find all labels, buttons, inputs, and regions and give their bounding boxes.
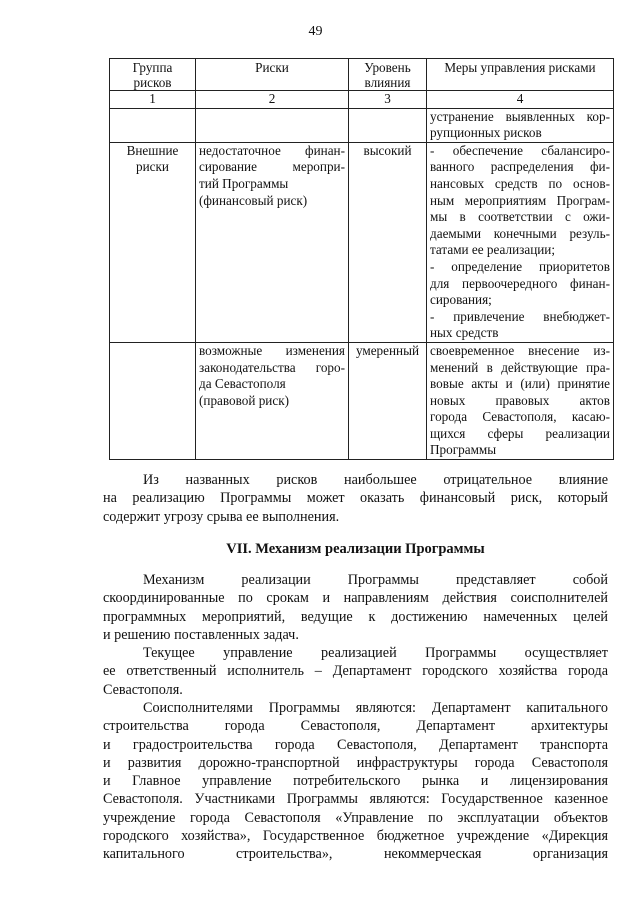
table-header-row bbox=[110, 59, 614, 91]
text-line: строительства города Севастополя, Департамент архитектуры bbox=[103, 718, 608, 735]
text-line: Из названных рисков наибольшее отрицательное влияние bbox=[143, 472, 608, 488]
measure-line: города Севастополя, касаю- bbox=[430, 409, 610, 425]
text-line: и градостроительства города Севастополя, Департамент транспорта bbox=[103, 736, 608, 753]
table-row bbox=[110, 108, 614, 142]
risk-line: (правовой риск) bbox=[199, 392, 290, 408]
paragraph-co-executors bbox=[103, 699, 608, 864]
text-line: Соисполнителями Программы являются: Департамент капитального bbox=[143, 700, 608, 716]
measure-line: своевременное внесение из- bbox=[430, 342, 610, 358]
measure-line: ванного распределения фи- bbox=[430, 159, 610, 175]
text-line: скоординированные по срокам и направлениям действия соисполнителей bbox=[103, 590, 608, 607]
risk-group-cell: Внешние риски bbox=[110, 142, 196, 342]
text-line: Механизм реализации Программы представляет собой bbox=[143, 572, 608, 588]
measures-cell bbox=[427, 108, 614, 142]
table-row bbox=[110, 142, 614, 342]
risk-cell bbox=[196, 142, 349, 342]
text-line: содержит угрозу срыва ее выполнения. bbox=[103, 508, 340, 525]
risk-line: (финансовый риск) bbox=[199, 192, 308, 208]
paragraph-mechanism bbox=[103, 571, 608, 644]
measure-line: нансовых средств по основ- bbox=[430, 175, 610, 191]
column-number: 1 bbox=[110, 91, 196, 109]
risk-line: да Севастополя bbox=[199, 376, 286, 392]
column-number: 4 bbox=[427, 91, 614, 109]
measure-line: - привлечение внебюджет- bbox=[430, 308, 610, 324]
measure-line: щихся сферы реализации bbox=[430, 425, 610, 441]
risk-line: сирование меропри- bbox=[199, 159, 345, 175]
impact-level-cell bbox=[349, 108, 427, 142]
measure-line: ным мероприятиям Програм- bbox=[430, 192, 610, 208]
risk-table bbox=[109, 58, 614, 460]
risk-line: возможные изменения bbox=[199, 342, 345, 358]
paragraph-conclusion bbox=[103, 471, 608, 526]
measure-line: сирования; bbox=[430, 292, 492, 308]
text-line: Севастополя. Участниками Программы являются: Государственное казенное bbox=[103, 791, 608, 808]
text-line: и Главное управление потребительского рынка и лицензирования bbox=[103, 773, 608, 790]
text-line: и развития дорожно-транспортной инфраструктуры города Севастополя bbox=[103, 754, 608, 771]
risk-line: законодательства горо- bbox=[199, 359, 345, 375]
measure-line: новых правовых актов bbox=[430, 392, 610, 408]
measure-line: татами ее реализации; bbox=[430, 242, 556, 258]
text-line: Севастополя. bbox=[103, 681, 183, 698]
risk-cell bbox=[196, 108, 349, 142]
measures-cell bbox=[427, 142, 614, 342]
text-line: и решению поставленных задач. bbox=[103, 626, 299, 643]
risk-cell bbox=[196, 342, 349, 459]
column-number: 3 bbox=[349, 91, 427, 109]
table-row bbox=[110, 342, 614, 459]
paragraph-management bbox=[103, 644, 608, 699]
measure-line: мы в соответствии с ожи- bbox=[430, 209, 610, 225]
measure-line: - обеспечение сбалансиро- bbox=[430, 142, 610, 158]
measures-cell bbox=[427, 342, 614, 459]
column-number: 2 bbox=[196, 91, 349, 109]
measure-line: Программы bbox=[430, 442, 497, 458]
page-number: 49 bbox=[308, 24, 323, 39]
text-line: капитального строительства», некоммерческая организация bbox=[103, 846, 608, 863]
column-number-row bbox=[110, 91, 614, 109]
measure-line: менений в действующие пра- bbox=[430, 359, 610, 375]
measure-line: даемыми конечными резуль- bbox=[430, 225, 610, 241]
text-line: на реализацию Программы может оказать финансовый риск, который bbox=[103, 490, 608, 507]
risk-line: тий Программы bbox=[199, 175, 289, 191]
section-heading: VII. Механизм реализации Программы bbox=[226, 541, 485, 557]
header-impact-level: Уровень влияния bbox=[349, 59, 427, 91]
measure-line: ных средств bbox=[430, 325, 499, 341]
measure-line: рупционных рисков bbox=[430, 125, 542, 141]
text-line: учреждение города Севастополя «Управление по эксплуатации объектов bbox=[103, 809, 608, 826]
risk-group-cell bbox=[110, 342, 196, 459]
header-risk-measures: Меры управления рисками bbox=[427, 59, 614, 91]
impact-level-cell: умеренный bbox=[349, 342, 427, 459]
measure-line: - определение приоритетов bbox=[430, 258, 610, 274]
text-line: Текущее управление реализацией Программы осуществляет bbox=[143, 645, 608, 661]
measure-line: для первоочередного финан- bbox=[430, 275, 610, 291]
measure-line: устранение выявленных кор- bbox=[430, 108, 610, 124]
header-risks: Риски bbox=[196, 59, 349, 91]
risk-group-cell bbox=[110, 108, 196, 142]
text-line: городского хозяйства», Государственное бюджетное учреждение «Дирекция bbox=[103, 828, 608, 845]
text-line: ее ответственный исполнитель – Департамент городского хозяйства города bbox=[103, 663, 608, 680]
text-line: программных мероприятий, ведущие к достижению намеченных целей bbox=[103, 608, 608, 625]
risk-line: недостаточное финан- bbox=[199, 142, 345, 158]
header-risk-group: Группа рисков bbox=[110, 59, 196, 91]
impact-level-cell: высокий bbox=[349, 142, 427, 342]
measure-line: вовые акты и (или) принятие bbox=[430, 376, 610, 392]
